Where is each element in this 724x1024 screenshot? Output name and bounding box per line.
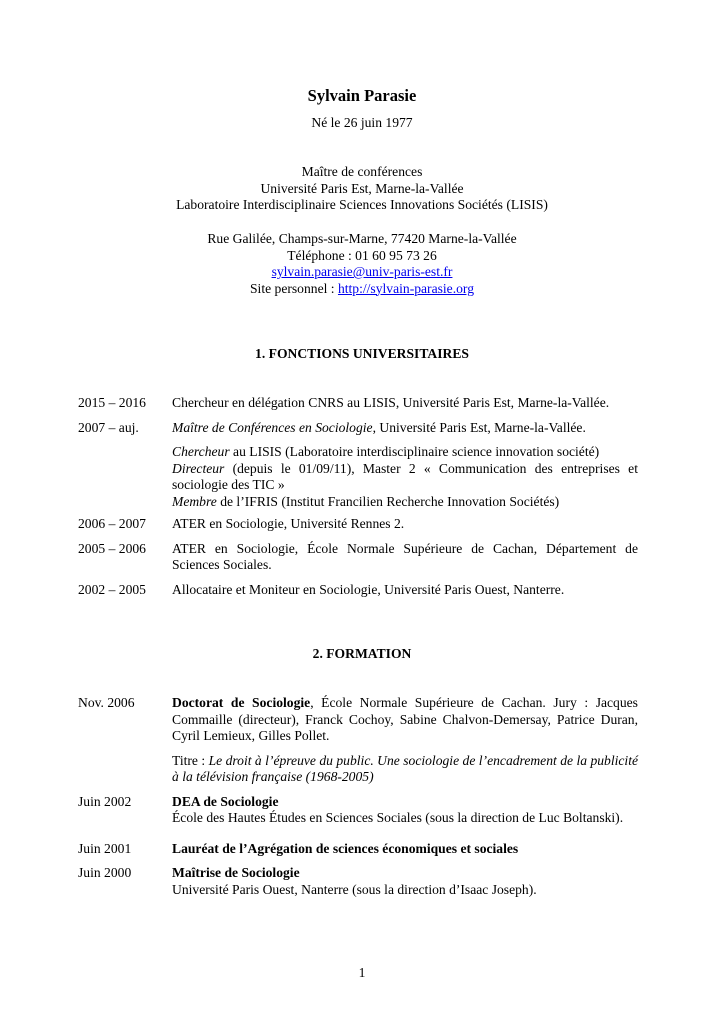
birth-date: Né le 26 juin 1977 (311, 115, 413, 130)
list-item (78, 841, 638, 858)
item-date: Nov. 2006 (78, 695, 135, 710)
item-date: 2006 – 2007 (78, 516, 146, 531)
item-degree: Lauréat de l’Agrégation de sciences économiques et sociales (172, 840, 519, 856)
list-item (78, 865, 638, 898)
item-date: 2005 – 2006 (78, 540, 146, 556)
list-item (78, 395, 638, 412)
page-number: 1 (358, 965, 366, 980)
personal-site (0, 281, 724, 298)
person-name: Sylvain Parasie (307, 86, 417, 105)
fonctions-list (78, 395, 638, 606)
list-item (78, 541, 638, 574)
affiliation-block (0, 164, 724, 214)
item-degree: DEA de Sociologie (172, 793, 279, 809)
item-role: Maître de Conférences en Sociologie (172, 419, 373, 435)
item-date: 2002 – 2005 (78, 581, 146, 597)
thesis-title: Le droit à l’épreuve du public. Une sociologie de l’encadrement de la publicité à la télévision française (1968-2005) (172, 752, 639, 784)
item-date: 2007 – auj. (78, 419, 139, 435)
item-text: Maîtrise de Sociologie Université Paris Ouest, Nanterre (sous la direction d’Isaac Joseph). (172, 865, 537, 897)
item-text (172, 841, 638, 858)
site-link[interactable]: http://sylvain-parasie.org (337, 280, 474, 296)
university: Université Paris Est, Marne-la-Vallée (260, 180, 464, 196)
item-text: Chercheur en délégation CNRS au LISIS, Université Paris Est, Marne-la-Vallée. (172, 395, 610, 410)
address: Rue Galilée, Champs-sur-Marne, 77420 Marne-la-Vallée (207, 231, 517, 246)
item-degree: Doctorat de Sociologie (172, 695, 311, 710)
laboratory: Laboratoire Interdisciplinaire Sciences Innovations Sociétés (LISIS) (176, 197, 548, 212)
section-heading-formation: 2. FORMATION (312, 646, 412, 661)
item-text: Maître de Conférences en Sociologie, Université Paris Est, Marne-la-Vallée. Chercheur au LISIS (Laboratoire interdisciplinaire science innovation société) Directeur (depuis le 01/09/11), Master 2 « Communication des entreprises et sociologie des TIC » Membre de l’IFRIS (Institut Francilien Recherche Innovation Sociétés) (172, 419, 638, 509)
item-text: DEA de Sociologie École des Hautes Études en Sciences Sociales (sous la direction de Luc Boltanski). (172, 793, 624, 825)
list-item (78, 695, 638, 786)
list-item (78, 582, 638, 599)
item-date: Juin 2002 (78, 793, 132, 809)
email-link[interactable]: sylvain.parasie@univ-paris-est.fr (271, 264, 453, 279)
list-item (78, 420, 638, 511)
list-item (78, 516, 638, 533)
item-degree: Maîtrise de Sociologie (172, 865, 300, 880)
site-label: Site personnel : (249, 280, 338, 296)
formation-list (78, 695, 638, 906)
item-date: 2015 – 2016 (78, 395, 146, 410)
contact-block (0, 231, 724, 297)
item-text: ATER en Sociologie, Université Rennes 2. (172, 516, 405, 531)
position: Maître de conférences (301, 164, 423, 179)
section-heading-fonctions: 1. FONCTIONS UNIVERSITAIRES (255, 346, 469, 361)
item-text: Allocataire et Moniteur en Sociologie, Université Paris Ouest, Nanterre. (172, 581, 565, 597)
item-text: ATER en Sociologie, École Normale Supérieure de Cachan, Département de Sciences Sociales. (172, 540, 638, 572)
item-date: Juin 2001 (78, 840, 132, 856)
phone: Téléphone : 01 60 95 73 26 (287, 247, 437, 263)
item-date: Juin 2000 (78, 865, 132, 880)
item-text: Doctorat de Sociologie, École Normale Supérieure de Cachan. Jury : Jacques Commaille (directeur), Franck Cochoy, Sabine Chalvon-Demersay, Patrice Duran, Cyril Lemieux, Gilles Pollet. Titre : Le droit à l’épreuve du public. Une sociologie de l’encadrement de la publicité à la télévision française (1968-2005) (172, 695, 639, 784)
list-item (78, 794, 638, 827)
